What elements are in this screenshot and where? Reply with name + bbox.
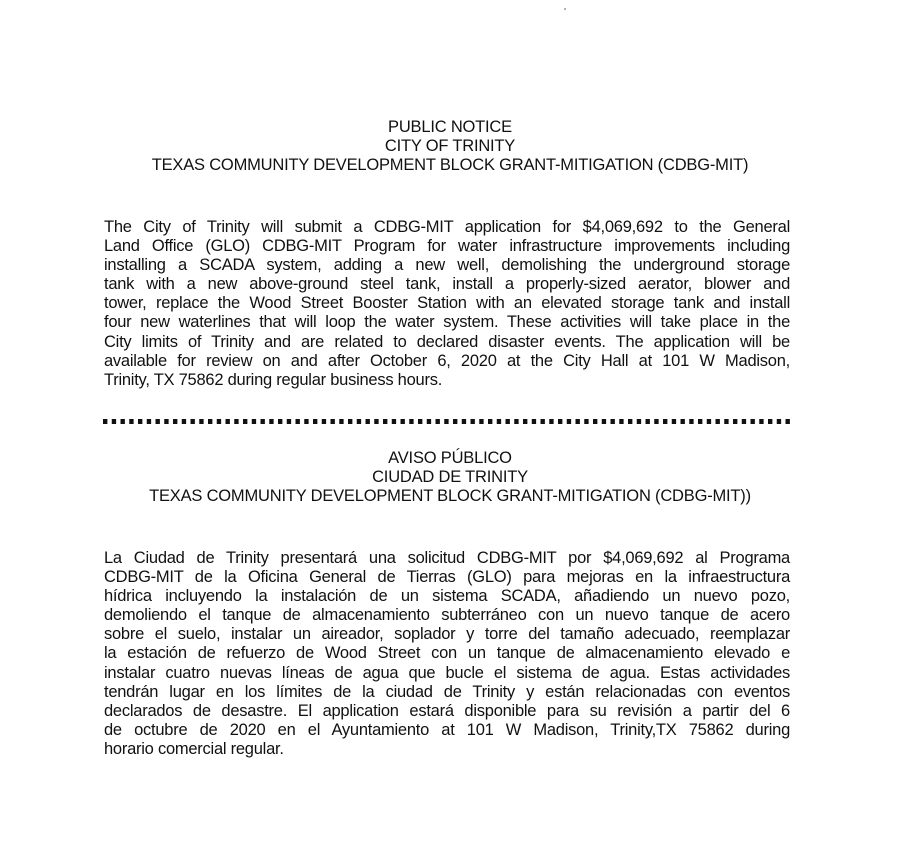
body-line: horario comercial regular. xyxy=(104,739,284,758)
body-line: available for review on and after October 6, 2020 at the City Hall at 101 W Madison, xyxy=(104,351,790,370)
body-line: tower, replace the Wood Street Booster Station with an elevated storage tank and install xyxy=(104,294,790,313)
body-line: installing a SCADA system, adding a new well, demolishing the underground storage xyxy=(104,256,790,275)
body-line: La Ciudad de Trinity presentará una solicitud CDBG-MIT por $4,069,692 al Programa xyxy=(104,549,790,567)
program-name: TEXAS COMMUNITY DEVELOPMENT BLOCK GRANT-MITIGATION (CDBG-MIT)) xyxy=(149,487,751,505)
body-line: declarados de desastre. El application estará disponible para su revisión a partir del 6 xyxy=(104,701,790,720)
aviso-publico-heading xyxy=(0,449,900,506)
notice-title: AVISO PÚBLICO xyxy=(388,449,512,467)
body-line: Land Office (GLO) CDBG-MIT Program for water infrastructure improvements including xyxy=(104,237,790,256)
program-name: TEXAS COMMUNITY DEVELOPMENT BLOCK GRANT-MITIGATION (CDBG-MIT) xyxy=(151,156,749,174)
dotted-separator xyxy=(103,419,793,424)
body-line: hídrica incluyendo la instalación de un sistema SCADA, añadiendo un nuevo pozo, xyxy=(104,587,790,606)
body-line: City limits of Trinity and are related to declared disaster events. The application will be xyxy=(104,332,790,351)
body-line: Trinity, TX 75862 during regular business hours. xyxy=(104,370,443,389)
notice-title: PUBLIC NOTICE xyxy=(388,118,512,136)
body-line: la estación de refuerzo de Wood Street con un tanque de almacenamiento elevado e xyxy=(104,644,790,663)
body-line: four new waterlines that will loop the water system. These activities will take place in the xyxy=(104,313,790,332)
body-line: demoliendo el tanque de almacenamiento subterráneo con un nuevo tanque de acero xyxy=(104,606,790,625)
public-notice-heading xyxy=(0,118,900,175)
body-line: sobre el suelo, instalar un aireador, soplador y torre del tamaño adecuado, reemplazar xyxy=(104,625,790,644)
body-line: instalar cuatro nuevas líneas de agua que bucle el sistema de agua. Estas actividades xyxy=(104,663,790,682)
body-line: The City of Trinity will submit a CDBG-MIT application for $4,069,692 to the General xyxy=(104,218,790,236)
city-name: CITY OF TRINITY xyxy=(384,137,516,155)
body-line: tendrán lugar en los límites de la ciudad de Trinity y están relacionadas con eventos xyxy=(104,682,790,701)
spanish-notice-body xyxy=(104,549,790,759)
body-line: CDBG-MIT de la Oficina General de Tierras (GLO) para mejoras en la infraestructura xyxy=(104,568,790,587)
city-name: CIUDAD DE TRINITY xyxy=(372,468,528,486)
body-line: tank with a new above-ground steel tank, install a properly-sized aerator, blower and xyxy=(104,275,790,294)
english-notice-body xyxy=(104,218,790,390)
body-line: de octubre de 2020 en el Ayuntamiento at 101 W Madison, Trinity,TX 75862 during xyxy=(104,720,790,739)
scan-speck xyxy=(564,8,566,10)
